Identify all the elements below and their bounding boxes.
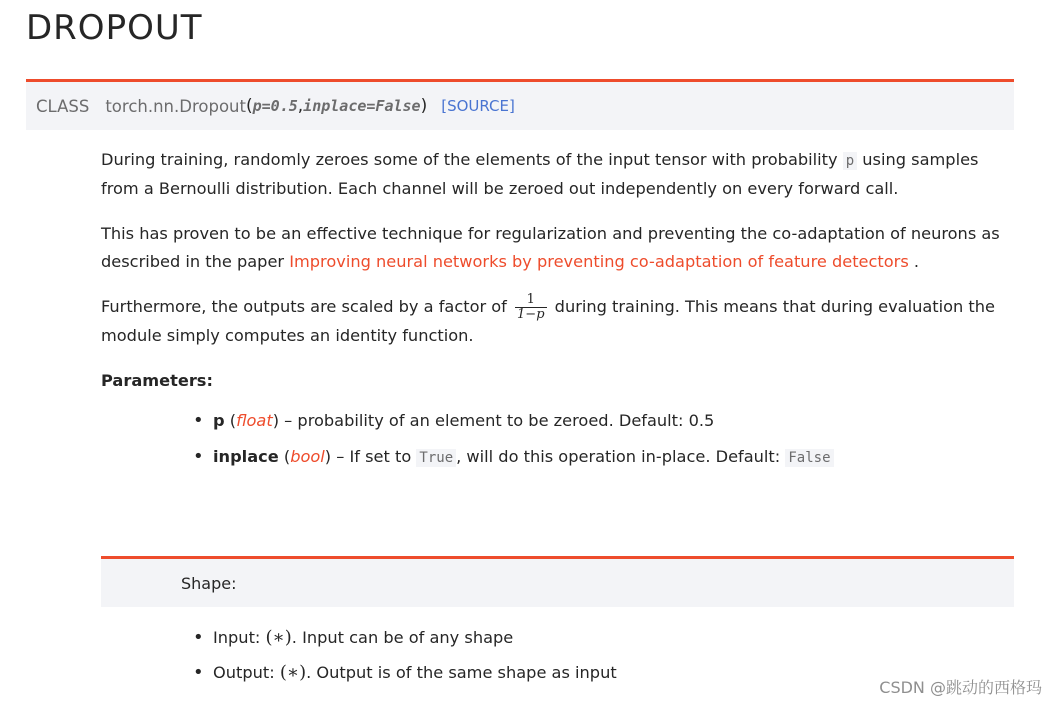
shape-item-output — [213, 659, 617, 687]
shape-label: Output: — [213, 663, 280, 682]
scale-fraction — [515, 293, 547, 322]
paragraph-2 — [101, 220, 1021, 276]
param-item-p — [213, 407, 1021, 435]
parameters-list — [101, 407, 1021, 472]
page-title: DROPOUT — [26, 8, 203, 48]
p3-text-a: Furthermore, the outputs are scaled by a factor of — [101, 297, 513, 316]
class-signature — [26, 79, 1014, 130]
class-name: torch.nn.Dropout — [105, 96, 246, 116]
shape-list — [213, 624, 617, 694]
signature-param-inplace: inplace=False — [303, 97, 421, 115]
param-description-a: – If set to — [331, 447, 417, 466]
signature-comma: , — [297, 96, 304, 116]
shape-math: (∗) — [279, 662, 307, 683]
param-open-paren: ( — [278, 447, 291, 466]
inline-code-p: p — [843, 152, 857, 170]
param-open-paren: ( — [224, 411, 237, 430]
watermark-text: CSDN @跳动的西格玛 — [879, 678, 1042, 697]
param-type-link[interactable]: float — [236, 411, 273, 430]
fraction-numerator: 1 — [515, 293, 547, 308]
open-paren: ( — [245, 96, 253, 116]
param-close-paren: ) — [324, 447, 332, 466]
source-link[interactable]: [SOURCE] — [441, 97, 515, 115]
paper-link[interactable]: Improving neural networks by preventing co-adaptation of feature detectors — [289, 252, 909, 271]
param-type-link[interactable]: bool — [290, 447, 325, 466]
p3-text-b: during training. This means that during evaluation the module simply computes an identity function. — [101, 297, 995, 345]
p2-text-a: This has proven to be an effective technique for regularization and preventing the co-adaptation of neurons as described in the paper — [101, 224, 1000, 271]
param-description-b: , will do this operation in-place. Default: — [456, 447, 786, 466]
p2-text-b: . — [908, 252, 920, 271]
shape-math: (∗) — [265, 627, 292, 648]
param-name: p — [213, 411, 225, 430]
param-name: inplace — [213, 447, 279, 466]
fraction-denominator: 1−p — [517, 307, 545, 322]
shape-heading: Shape: — [181, 573, 237, 593]
p1-text-b: using samples from a Bernoulli distribution. Each channel will be zeroed out independently on every forward call. — [101, 150, 979, 198]
paragraph-3 — [101, 293, 1021, 350]
param-description: – probability of an element to be zeroed. Default: 0.5 — [279, 411, 715, 430]
param-item-inplace — [213, 443, 1021, 472]
shape-description: . Input can be of any shape — [291, 628, 514, 647]
inline-code-true: True — [416, 449, 456, 467]
shape-label: Input: — [213, 628, 266, 647]
signature-param-p: p=0.5 — [252, 97, 298, 115]
shape-description: . Output is of the same shape as input — [306, 663, 617, 682]
inline-code-false: False — [785, 449, 833, 467]
p1-text-a: During training, randomly zeroes some of the elements of the input tensor with probability — [101, 150, 843, 169]
shape-item-input — [213, 624, 617, 652]
class-keyword: CLASS — [36, 96, 90, 116]
parameters-heading: Parameters: — [101, 371, 213, 390]
description-body — [101, 146, 1021, 480]
shape-heading-box — [101, 556, 1014, 607]
close-paren: ) — [420, 96, 428, 116]
param-close-paren: ) — [272, 411, 280, 430]
paragraph-1 — [101, 146, 1021, 203]
